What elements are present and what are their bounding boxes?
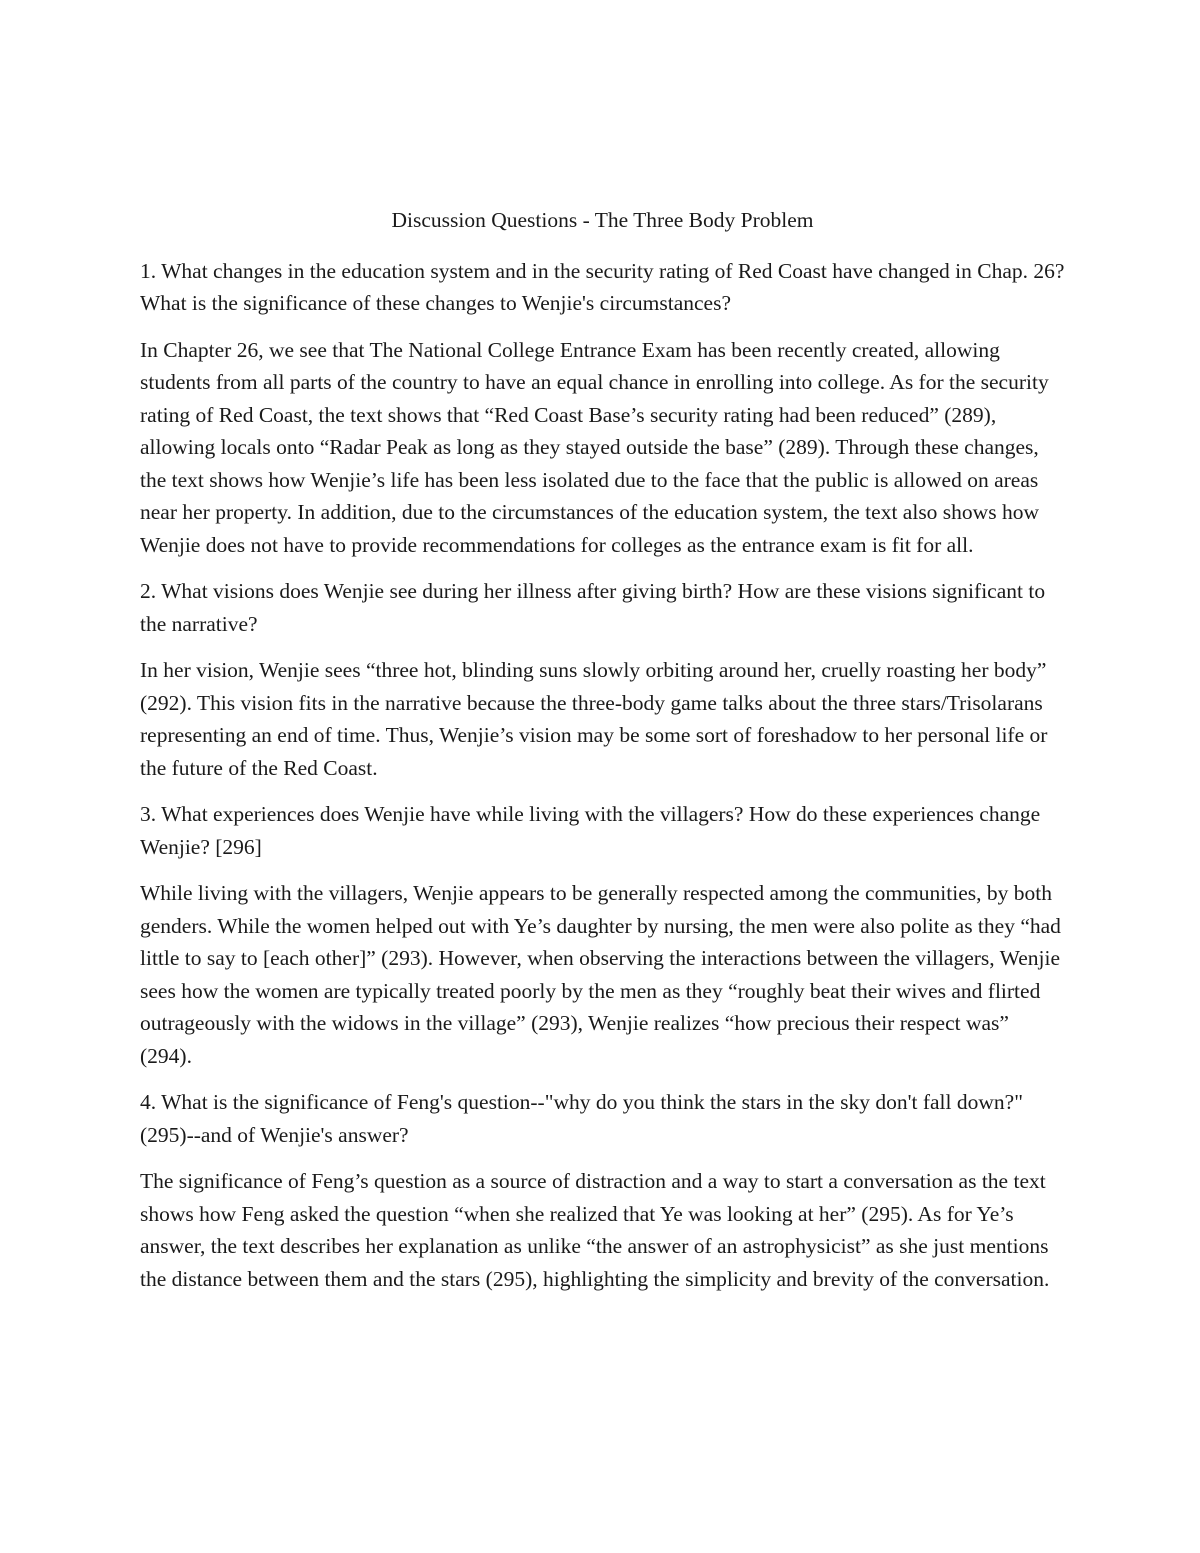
answer-2: In her vision, Wenjie sees “three hot, blinding suns slowly orbiting around her, cruelly roasting her body” (292). This vision fits in the narrative because the three-body game talks about the three stars/Trisolarans representing an end of time. Thus, Wenjie’s vision may be some sort of foreshadow to her personal life or the future of the Red Coast. — [140, 658, 1048, 780]
document-title: Discussion Questions - The Three Body Problem — [391, 208, 814, 232]
answer-1: In Chapter 26, we see that The National College Entrance Exam has been recently created, allowing students from all parts of the country to have an equal chance in enrolling into college. As for the security rating of Red Coast, the text shows that “Red Coast Base’s security rating had been reduced” (289), allowing locals onto “Radar Peak as long as they stayed outside the base” (289). Through these changes, the text shows how Wenjie’s life has been less isolated due to the face that the public is allowed on areas near her property. In addition, due to the circumstances of the education system, the text also shows how Wenjie does not have to provide recommendations for colleges as the entrance exam is fit for all. — [140, 337, 1049, 557]
question-4: 4. What is the significance of Feng's question--"why do you think the stars in the sky don't fall down?" (295)--and of Wenjie's answer? — [140, 1090, 1023, 1147]
question-2: 2. What visions does Wenjie see during her illness after giving birth? How are these visions significant to the narrative? — [140, 579, 1046, 636]
question-3: 3. What experiences does Wenjie have while living with the villagers? How do these experiences change Wenjie? [296] — [140, 802, 1041, 859]
question-1: 1. What changes in the education system and in the security rating of Red Coast have changed in Chap. 26? What is the significance of these changes to Wenjie's circumstances? — [140, 258, 1065, 315]
document-body — [140, 204, 1065, 1309]
answer-4: The significance of Feng’s question as a source of distraction and a way to start a conversation as the text shows how Feng asked the question “when she realized that Ye was looking at her” (295). As for Ye’s answer, the text describes her explanation as unlike “the answer of an astrophysicist” as she just mentions the distance between them and the stars (295), highlighting the simplicity and brevity of the conversation. — [140, 1169, 1050, 1291]
answer-3: While living with the villagers, Wenjie appears to be generally respected among the communities, by both genders. While the women helped out with Ye’s daughter by nursing, the men were also polite as they “had little to say to [each other]” (293). However, when observing the interactions between the villagers, Wenjie sees how the women are typically treated poorly by the men as they “roughly beat their wives and flirted outrageously with the widows in the village” (293), Wenjie realizes “how precious their respect was” (294). — [140, 881, 1061, 1068]
